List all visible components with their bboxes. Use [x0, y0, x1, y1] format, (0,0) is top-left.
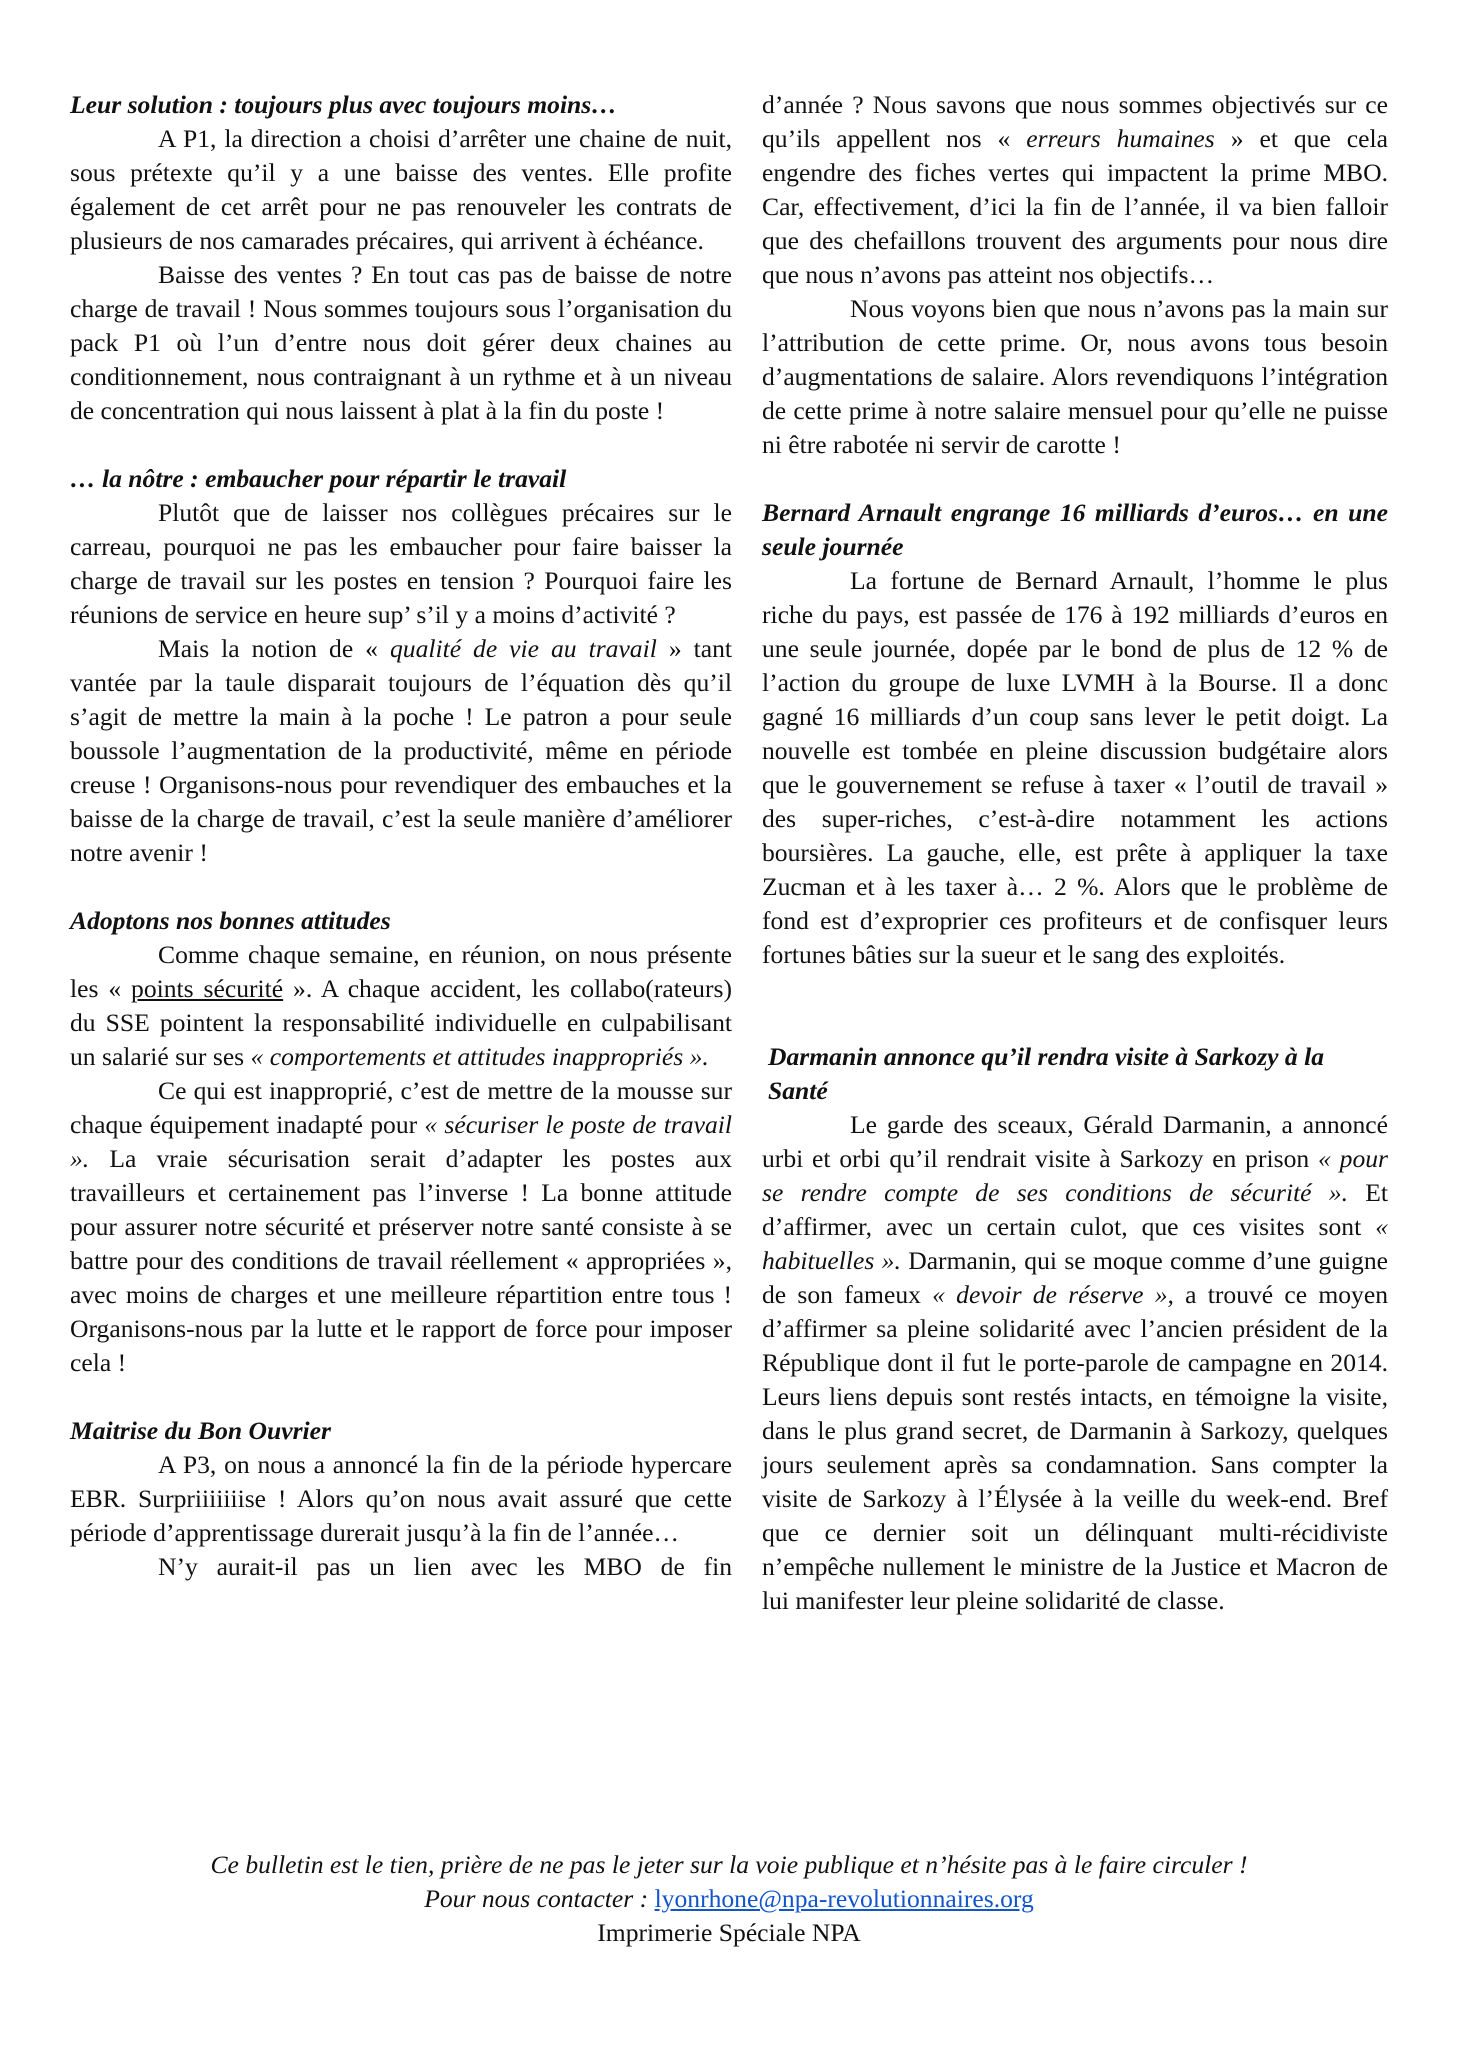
quote-text: erreurs humaines: [1026, 124, 1215, 153]
quote-text: « comportements et attitudes inappropriés ».: [250, 1042, 709, 1071]
paragraph-text: Darmanin, qui se moque comme d’une guigne de son fameux: [762, 1246, 1388, 1309]
article-paragraph: [70, 496, 732, 632]
quote-text: « habituelles ».: [762, 1212, 1388, 1275]
contact-email-link[interactable]: lyonrhone@npa-revolutionnaires.org: [654, 1884, 1034, 1913]
paragraph-text: » et que cela engendre des fiches vertes qui impactent la prime MBO. Car, effectivement, d’ici la fin de l’année, il va bien falloir que des chefaillons trouvent des arguments pour nous dire que nous n’avons pas atteint nos objectifs…: [762, 124, 1388, 289]
paragraph-text: Baisse des ventes ? En tout cas pas de baisse de notre charge de travail ! Nous sommes toujours sous l’organisation du pack P1 où l’un d’entre nous doit gérer deux chaines au conditionnement, nous contraignant à un rythme et à un niveau de concentration qui nous laissent à plat à la fin du poste !: [70, 260, 732, 425]
article-title: Adoptons nos bonnes attitudes: [70, 906, 391, 935]
article-darmanin-sarkozy: [762, 1040, 1388, 1618]
article-title: Leur solution : toujours plus avec toujours moins…: [70, 90, 617, 119]
underlined-text: points sécurité: [131, 974, 284, 1003]
paragraph-text: a trouvé ce moyen d’affirmer sa pleine solidarité avec l’ancien président de la République dont il fut le porte-parole de campagne en 2014. Leurs liens depuis sont restés intacts, en témoigne la visite, dans le plus grand secret, de Darmanin à Sarkozy, quelques jours seulement après sa condamnation. Sans compter la visite de Sarkozy à l’Élysée à la veille du week-end. Bref que ce dernier soit un délinquant multi-récidiviste n’empêche nullement le ministre de la Justice et Macron de lui manifester leur pleine solidarité de classe.: [762, 1280, 1388, 1615]
contact-label: Pour nous contacter :: [424, 1884, 655, 1913]
article-paragraph: [762, 1108, 1388, 1618]
article-paragraph: [70, 258, 732, 428]
left-column: [70, 88, 732, 1618]
article-title: Maitrise du Bon Ouvrier: [70, 1416, 331, 1445]
article-title: Darmanin annonce qu’il rendra visite à Sarkozy à la Santé: [768, 1042, 1325, 1105]
article-paragraph: [762, 88, 1388, 292]
article-paragraph: [70, 122, 732, 258]
paragraph-text: Et d’affirmer, avec un certain culot, que ces visites sont: [762, 1178, 1388, 1241]
article-paragraph: [70, 1448, 732, 1550]
article-paragraph: [70, 632, 732, 870]
article-bonnes-attitudes: [70, 904, 732, 1380]
paragraph-text: ». A chaque accident, les collabo(rateurs) du SSE pointent la responsabilité individuelle en culpabilisant un salarié sur ses: [70, 974, 732, 1071]
quote-text: « devoir de réserve »,: [932, 1280, 1174, 1309]
paragraph-text: » tant vantée par la taule disparait toujours de l’équation dès qu’il s’agit de mettre la main à la poche ! Le patron a pour seule boussole l’augmentation de la productivité, même en période creuse ! Organisons-nous pour revendiquer des embauches et la baisse de la charge de travail, c’est la seule manière d’améliorer notre avenir !: [70, 634, 732, 867]
paragraph-text: La vraie sécurisation serait d’adapter les postes aux travailleurs et certainement pas l’inverse ! La bonne attitude pour assurer notre sécurité et préserver notre santé consiste à se battre pour des conditions de travail réellement « appropriées », avec moins de charges et une meilleure répartition entre tous ! Organisons-nous par la lutte et le rapport de force pour imposer cela !: [70, 1144, 732, 1377]
paragraph-text: Ce qui est inapproprié, c’est de mettre de la mousse sur chaque équipement inadapté pour: [70, 1076, 732, 1139]
article-title: … la nôtre : embaucher pour répartir le travail: [70, 464, 567, 493]
paragraph-text: A P1, la direction a choisi d’arrêter une chaine de nuit, sous prétexte qu’il y a une baisse des ventes. Elle profite également de cet arrêt pour ne pas renouveler les contrats de plusieurs de nos camarades précaires, qui arrivent à échéance.: [70, 124, 732, 255]
paragraph-text: d’année ? Nous savons que nous sommes objectivés sur ce qu’ils appellent nos «: [762, 90, 1388, 153]
paragraph-text: A P3, on nous a annoncé la fin de la période hypercare EBR. Surpriiiiiiise ! Alors qu’on nous avait assuré que cette période d’apprentissage durerait jusqu’à la fin de l’année…: [70, 1450, 732, 1547]
article-paragraph: [762, 292, 1388, 462]
article-leur-solution: [70, 88, 732, 428]
paragraph-text: Comme chaque semaine, en réunion, on nous présente les «: [70, 940, 732, 1003]
article-paragraph: [762, 564, 1388, 972]
paragraph-text: Le garde des sceaux, Gérald Darmanin, a annoncé urbi et orbi qu’il rendrait visite à Sarkozy en prison: [762, 1110, 1388, 1173]
quote-text: « sécuriser le poste de travail ».: [70, 1110, 732, 1173]
article-la-notre: [70, 462, 732, 870]
footer-printer: Imprimerie Spéciale NPA: [597, 1918, 861, 1947]
paragraph-text: Nous voyons bien que nous n’avons pas la main sur l’attribution de cette prime. Or, nous avons tous besoin d’augmentations de salaire. Alors revendiquons l’intégration de cette prime à notre salaire mensuel pour qu’elle ne puisse ni être rabotée ni servir de carotte !: [762, 294, 1388, 459]
footer-notice: Ce bulletin est le tien, prière de ne pas le jeter sur la voie publique et n’hésite pas à le faire circuler !: [210, 1850, 1248, 1879]
paragraph-text: La fortune de Bernard Arnault, l’homme le plus riche du pays, est passée de 176 à 192 milliards d’euros en une seule journée, dopée par le bond de plus de 12 % de l’action du groupe de luxe LVMH à la Bourse. Il a donc gagné 16 milliards d’un coup sans lever le petit doigt. La nouvelle est tombée en pleine discussion budgétaire alors que le gouvernement se refuse à taxer « l’outil de travail » des super-riches, c’est-à-dire notamment les actions boursières. La gauche, elle, est prête à appliquer la taxe Zucman et à les taxer à… 2 %. Alors que le problème de fond est d’exproprier ces profiteurs et de confisquer leurs fortunes bâties sur la sueur et le sang des exploités.: [762, 566, 1388, 969]
article-maitrise-bon-ouvrier: [70, 1414, 732, 1584]
paragraph-text: N’y aurait-il pas un lien avec les MBO de fin: [158, 1552, 732, 1581]
footer-contact: [0, 1882, 1458, 1916]
article-bernard-arnault: [762, 496, 1388, 972]
bulletin-footer: [0, 1848, 1458, 1950]
quote-text: « pour se rendre compte de ses conditions de sécurité ».: [762, 1144, 1388, 1207]
quote-text: qualité de vie au travail: [389, 634, 657, 663]
right-column: [762, 88, 1388, 1652]
article-paragraph: [70, 938, 732, 1074]
article-maitrise-continuation: [762, 88, 1388, 462]
article-title: Bernard Arnault engrange 16 milliards d’euros… en une seule journée: [762, 498, 1388, 561]
paragraph-text: Mais la notion de «: [158, 634, 390, 663]
article-paragraph: [70, 1550, 732, 1584]
article-paragraph: [70, 1074, 732, 1380]
paragraph-text: Plutôt que de laisser nos collègues précaires sur le carreau, pourquoi ne pas les embaucher pour faire baisser la charge de travail sur les postes en tension ? Pourquoi faire les réunions de service en heure sup’ s’il y a moins d’activité ?: [70, 498, 732, 629]
